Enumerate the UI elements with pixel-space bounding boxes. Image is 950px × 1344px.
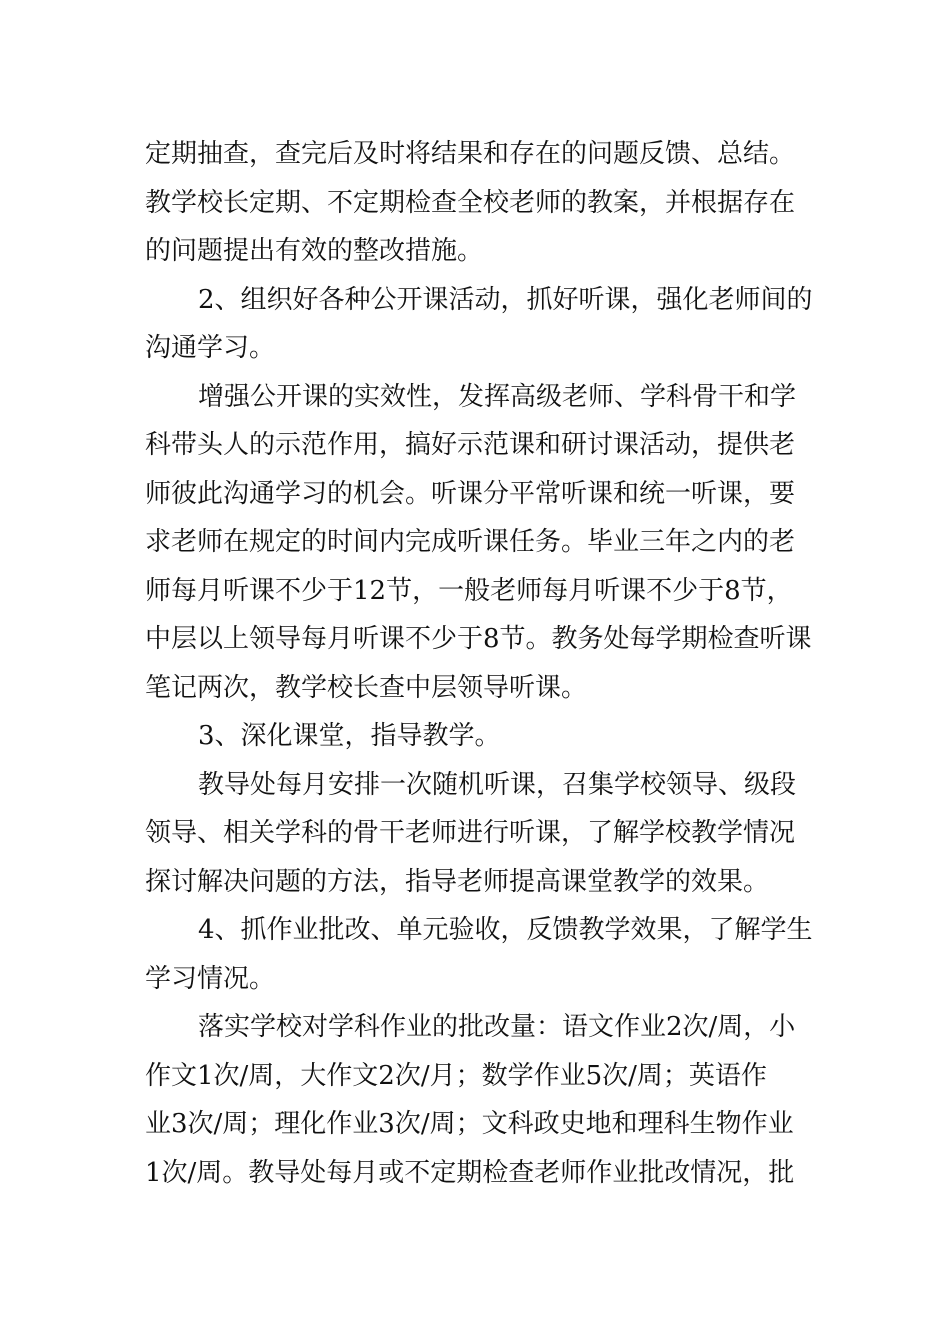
text-line: 领导、相关学科的骨干老师进行听课，了解学校教学情况 bbox=[145, 818, 796, 848]
document-body bbox=[145, 130, 815, 1197]
text-line: 师每月听课不少于12节，一般老师每月听课不少于8节， bbox=[145, 575, 793, 606]
text-line: 定期抽查，查完后及时将结果和存在的问题反馈、总结。 bbox=[145, 139, 796, 169]
text-line: 沟通学习。 bbox=[145, 333, 276, 363]
text-line: 学习情况。 bbox=[145, 963, 276, 994]
text-line: 探讨解决问题的方法，指导老师提高课堂教学的效果。 bbox=[145, 866, 770, 897]
text-line: 业3次/周；理化作业3次/周；文科政史地和理科生物作业 bbox=[145, 1109, 794, 1139]
text-line: 中层以上领导每月听课不少于8节。教务处每学期检查听课 bbox=[145, 624, 812, 654]
section-heading: 4、抓作业批改、单元验收，反馈教学效果，了解学生 bbox=[198, 915, 813, 945]
text-line: 教学校长定期、不定期检查全校老师的教案，并根据存在 bbox=[145, 187, 796, 218]
text-line: 作文1次/周，大作文2次/月；数学作业5次/周；英语作 bbox=[145, 1060, 767, 1091]
text-line: 的问题提出有效的整改措施。 bbox=[145, 236, 484, 266]
text-line: 科带头人的示范作用，搞好示范课和研讨课活动，提供老 bbox=[145, 430, 796, 460]
text-line: 1次/周。教导处每月或不定期检查老师作业批改情况，批 bbox=[145, 1157, 795, 1188]
paragraph-start: 增强公开课的实效性，发挥高级老师、学科骨干和学 bbox=[198, 381, 797, 412]
section-heading: 3、深化课堂，指导教学。 bbox=[198, 721, 501, 751]
text-line: 笔记两次，教学校长查中层领导听课。 bbox=[145, 672, 588, 703]
paragraph-start: 教导处每月安排一次随机听课，召集学校领导、级段 bbox=[198, 769, 797, 800]
paragraph-start: 落实学校对学科作业的批改量：语文作业2次/周，小 bbox=[198, 1012, 796, 1042]
text-line: 师彼此沟通学习的机会。听课分平常听课和统一听课，要 bbox=[145, 478, 796, 509]
text-line: 求老师在规定的时间内完成听课任务。毕业三年之内的老 bbox=[145, 527, 796, 557]
section-heading: 2、组织好各种公开课活动，抓好听课，强化老师间的 bbox=[198, 284, 813, 315]
